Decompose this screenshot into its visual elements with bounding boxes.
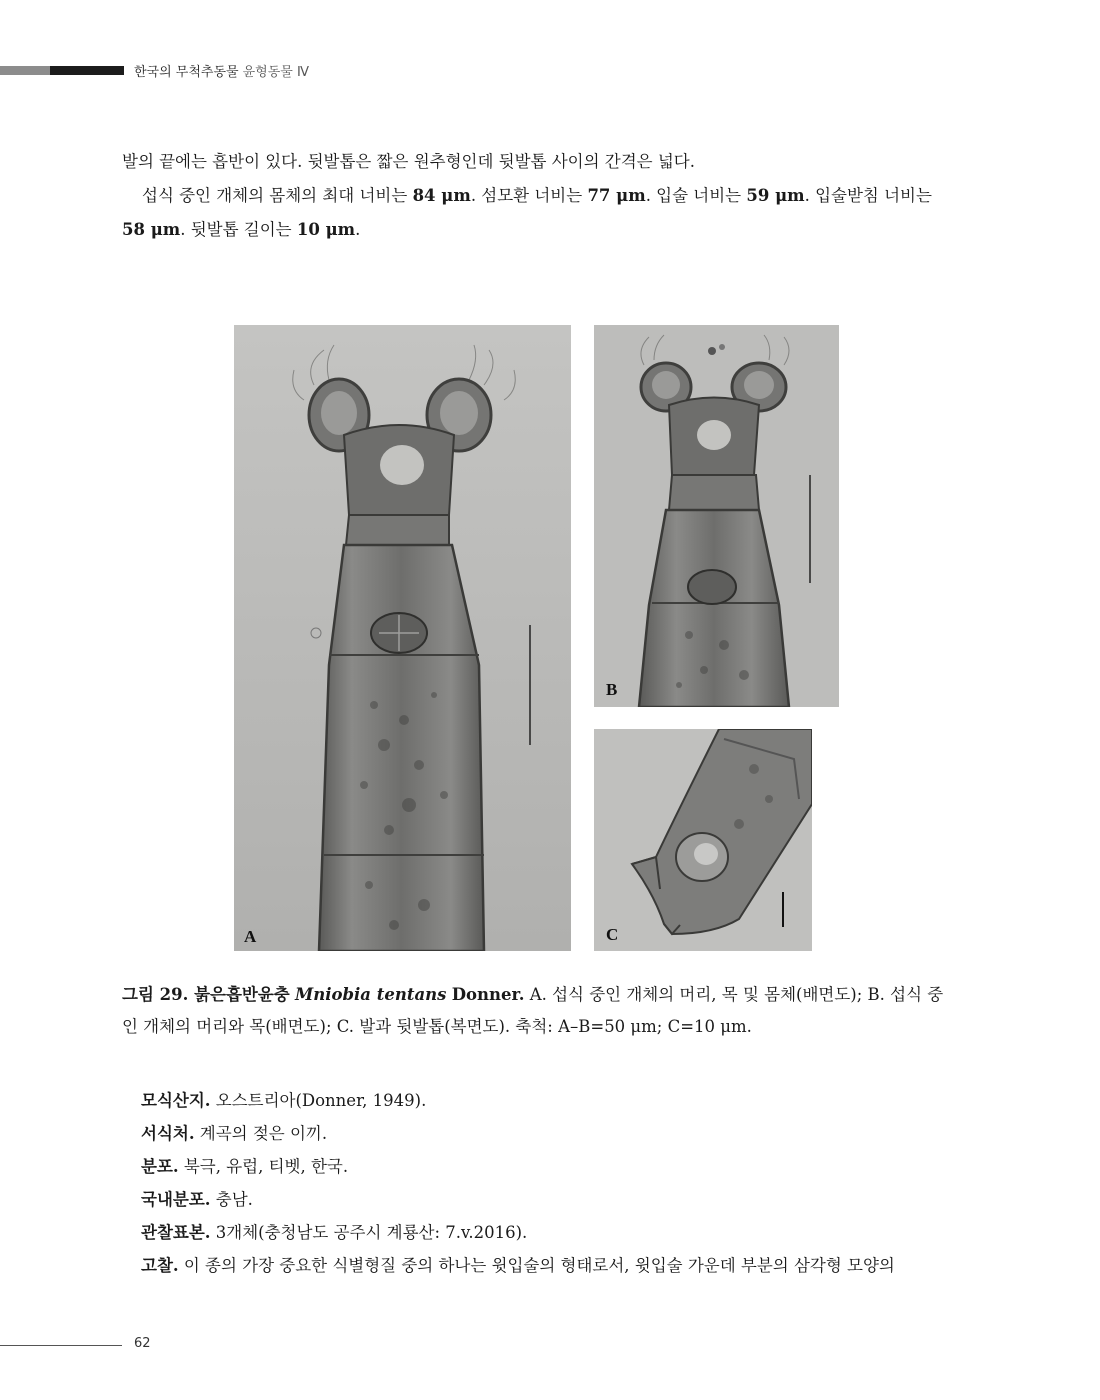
measure-body-width: 84 μm xyxy=(412,186,471,205)
info-domestic-distribution xyxy=(141,1190,253,1210)
caption-author: Donner. xyxy=(451,985,525,1004)
figure-panel-c xyxy=(594,729,812,951)
para2-text-3: . 입술 너비는 xyxy=(645,186,747,205)
panel-b-label: B xyxy=(606,680,618,699)
header-subtitle: 윤형동물 Ⅳ xyxy=(242,65,309,80)
info-label: 국내분포. xyxy=(141,1190,211,1209)
para2-text-4: . 입술받침 너비는 xyxy=(804,186,932,205)
info-habitat xyxy=(141,1124,327,1144)
measure-corona-width: 77 μm xyxy=(587,186,646,205)
info-label: 관찰표본. xyxy=(141,1223,211,1242)
caption-text: A. 섭식 중인 개체의 머리, 목 및 몸체(배면도); B. 섭식 중인 개체의 머리와 목(배면도); C. 발과 뒷발톱(복면도). 축척: A–B=50 μm; C=10 μm. xyxy=(122,985,944,1036)
info-text: 3개체(충청남도 공주시 계룡산: 7.v.2016). xyxy=(210,1223,528,1242)
running-header xyxy=(134,61,309,80)
para2-text-6: . xyxy=(355,220,361,239)
footer-rule xyxy=(0,1345,122,1346)
panel-b-micrograph xyxy=(594,325,839,707)
info-text: 충남. xyxy=(210,1190,253,1209)
para2-text-5: . 뒷발톱 길이는 xyxy=(180,220,297,239)
panel-a-micrograph xyxy=(234,325,571,951)
header-title: 한국의 무척추동물 xyxy=(134,65,239,80)
measure-lip-support-width: 58 μm xyxy=(122,220,181,239)
info-label: 모식산지. xyxy=(141,1091,211,1110)
para2-text-1: 섭식 중인 개체의 몸체의 최대 너비는 xyxy=(142,186,413,205)
info-specimens xyxy=(141,1223,527,1243)
header-bar-black xyxy=(50,66,124,75)
info-text: 북극, 유럽, 티벳, 한국. xyxy=(178,1157,349,1176)
page-number: 62 xyxy=(134,1336,151,1351)
para2-text-2: . 섬모환 너비는 xyxy=(470,186,588,205)
measure-spur-length: 10 μm xyxy=(296,220,356,239)
caption-species: Mniobia tentans xyxy=(294,985,447,1004)
info-remarks xyxy=(141,1256,895,1276)
panel-a-label: A xyxy=(244,927,257,946)
info-text: 이 종의 가장 중요한 식별형질 중의 하나는 윗입술의 형태로서, 윗입술 가운데 부분의 삼각형 모양의 xyxy=(178,1256,895,1275)
info-distribution xyxy=(141,1157,348,1177)
info-label: 서식처. xyxy=(141,1124,195,1143)
measure-lip-width: 59 μm xyxy=(746,186,805,205)
info-label: 분포. xyxy=(141,1157,179,1176)
body-paragraph-1: 발의 끝에는 흡반이 있다. 뒷발톱은 짧은 원추형인데 뒷발톱 사이의 간격은 넓다. xyxy=(122,152,695,171)
info-text: 오스트리아(Donner, 1949). xyxy=(210,1091,427,1110)
info-label: 고찰. xyxy=(141,1256,179,1275)
info-type-locality xyxy=(141,1091,426,1111)
header-bar-gray xyxy=(0,66,50,75)
figure-panel-b xyxy=(594,325,839,707)
info-text: 계곡의 젖은 이끼. xyxy=(194,1124,328,1143)
figure-panel-a xyxy=(234,325,571,951)
figure-caption xyxy=(122,979,958,1043)
panel-c-label: C xyxy=(606,925,619,944)
caption-figure-label: 그림 29. 붉은흡반윤충 xyxy=(122,985,290,1004)
panel-c-micrograph xyxy=(594,729,812,951)
body-paragraph-2 xyxy=(122,179,958,247)
